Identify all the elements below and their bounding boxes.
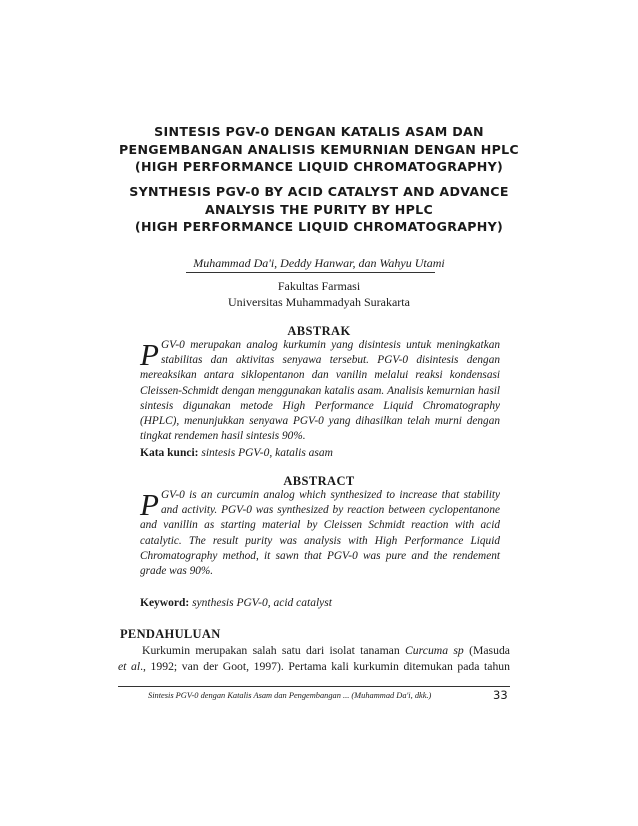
abstrak-heading: ABSTRAK (287, 324, 351, 338)
section-heading: PENDAHULUAN (120, 627, 221, 641)
keyword-label: Keyword: (140, 597, 190, 609)
abstrak-paragraph (140, 338, 500, 444)
body-line-1 (118, 643, 510, 658)
title-english-line-1: SYNTHESIS PGV-0 BY ACID CATALYST AND ADVANCE (129, 184, 509, 199)
affiliation-university: Universitas Muhammadyah Surakarta (228, 295, 410, 309)
author-divider (186, 272, 435, 273)
title-english-line-3: (HIGH PERFORMANCE LIQUID CHROMATOGRAPHY) (134, 219, 504, 234)
keyword (140, 597, 500, 609)
et-al: et al (118, 660, 141, 673)
footer-divider (118, 686, 510, 687)
abstrak-dropcap: P (140, 337, 159, 372)
author-list: Muhammad Da'i, Deddy Hanwar, dan Wahyu Utami (193, 256, 445, 270)
genus-name: Curcuma sp (405, 644, 464, 657)
body-line-1-text: Kurkumin merupakan salah satu dari isolat tanaman (142, 644, 406, 657)
abstract-paragraph (140, 488, 500, 579)
abstrak-body: GV-0 merupakan analog kurkumin yang disintesis untuk meningkatkan stabilitas dan aktivitas senyawa tersebut. PGV-0 disintesis dengan mereaksikan antara siklopentanon dan vanilin melalui reaksi kondensasi Cleissen-Schmidt dengan menggunakan katalis asam. Analisis kemurnian hasil sintesis digunakan metode High Performance Liquid Chromatography (HPLC), menunjukkan senyawa PGV-0 yang dihasilkan telah murni dengan tingkat rendemen hasil sintesis 90%. (140, 339, 500, 443)
title-indonesian-line-1: SINTESIS PGV-0 DENGAN KATALIS ASAM DAN (154, 124, 484, 139)
title-indonesian (100, 123, 538, 176)
title-english (100, 183, 538, 236)
affiliation-faculty: Fakultas Farmasi (277, 279, 361, 293)
kata-kunci-value: sintesis PGV-0, katalis asam (201, 447, 333, 459)
running-footer: Sintesis PGV-0 dengan Katalis Asam dan Pengembangan ... (Muhammad Da'i, dkk.) (148, 691, 432, 700)
title-english-line-2: ANALYSIS THE PURITY BY HPLC (204, 201, 434, 217)
body-line-1-citation: (Masuda (463, 644, 510, 657)
abstract-dropcap: P (140, 487, 159, 522)
title-indonesian-line-2: PENGEMBANGAN ANALISIS KEMURNIAN DENGAN HPLC (119, 141, 519, 157)
kata-kunci (140, 447, 500, 459)
title-indonesian-line-3: (HIGH PERFORMANCE LIQUID CHROMATOGRAPHY) (134, 159, 504, 174)
kata-kunci-label: Kata kunci: (140, 447, 199, 459)
body-line-2-text: ., 1992; van der Goot, 1997). Pertama kali kurkumin ditemukan pada tahun (140, 660, 510, 673)
abstract-body: GV-0 is an curcumin analog which synthesized to increase that stability and activity. PGV-0 was synthesized by reaction between cyclopentanone and vanillin as starting material by Cleissen Schmidt reaction with acid catalytic. The result purity was analysis with High Performance Liquid Chromatography method, it sawn that PGV-0 was pure and the rendement grade was 90%. (140, 489, 500, 578)
keyword-value: synthesis PGV-0, acid catalyst (192, 597, 332, 609)
page-number: 33 (493, 688, 508, 702)
body-line-2 (118, 659, 510, 674)
abstract-heading: ABSTRACT (283, 474, 355, 488)
